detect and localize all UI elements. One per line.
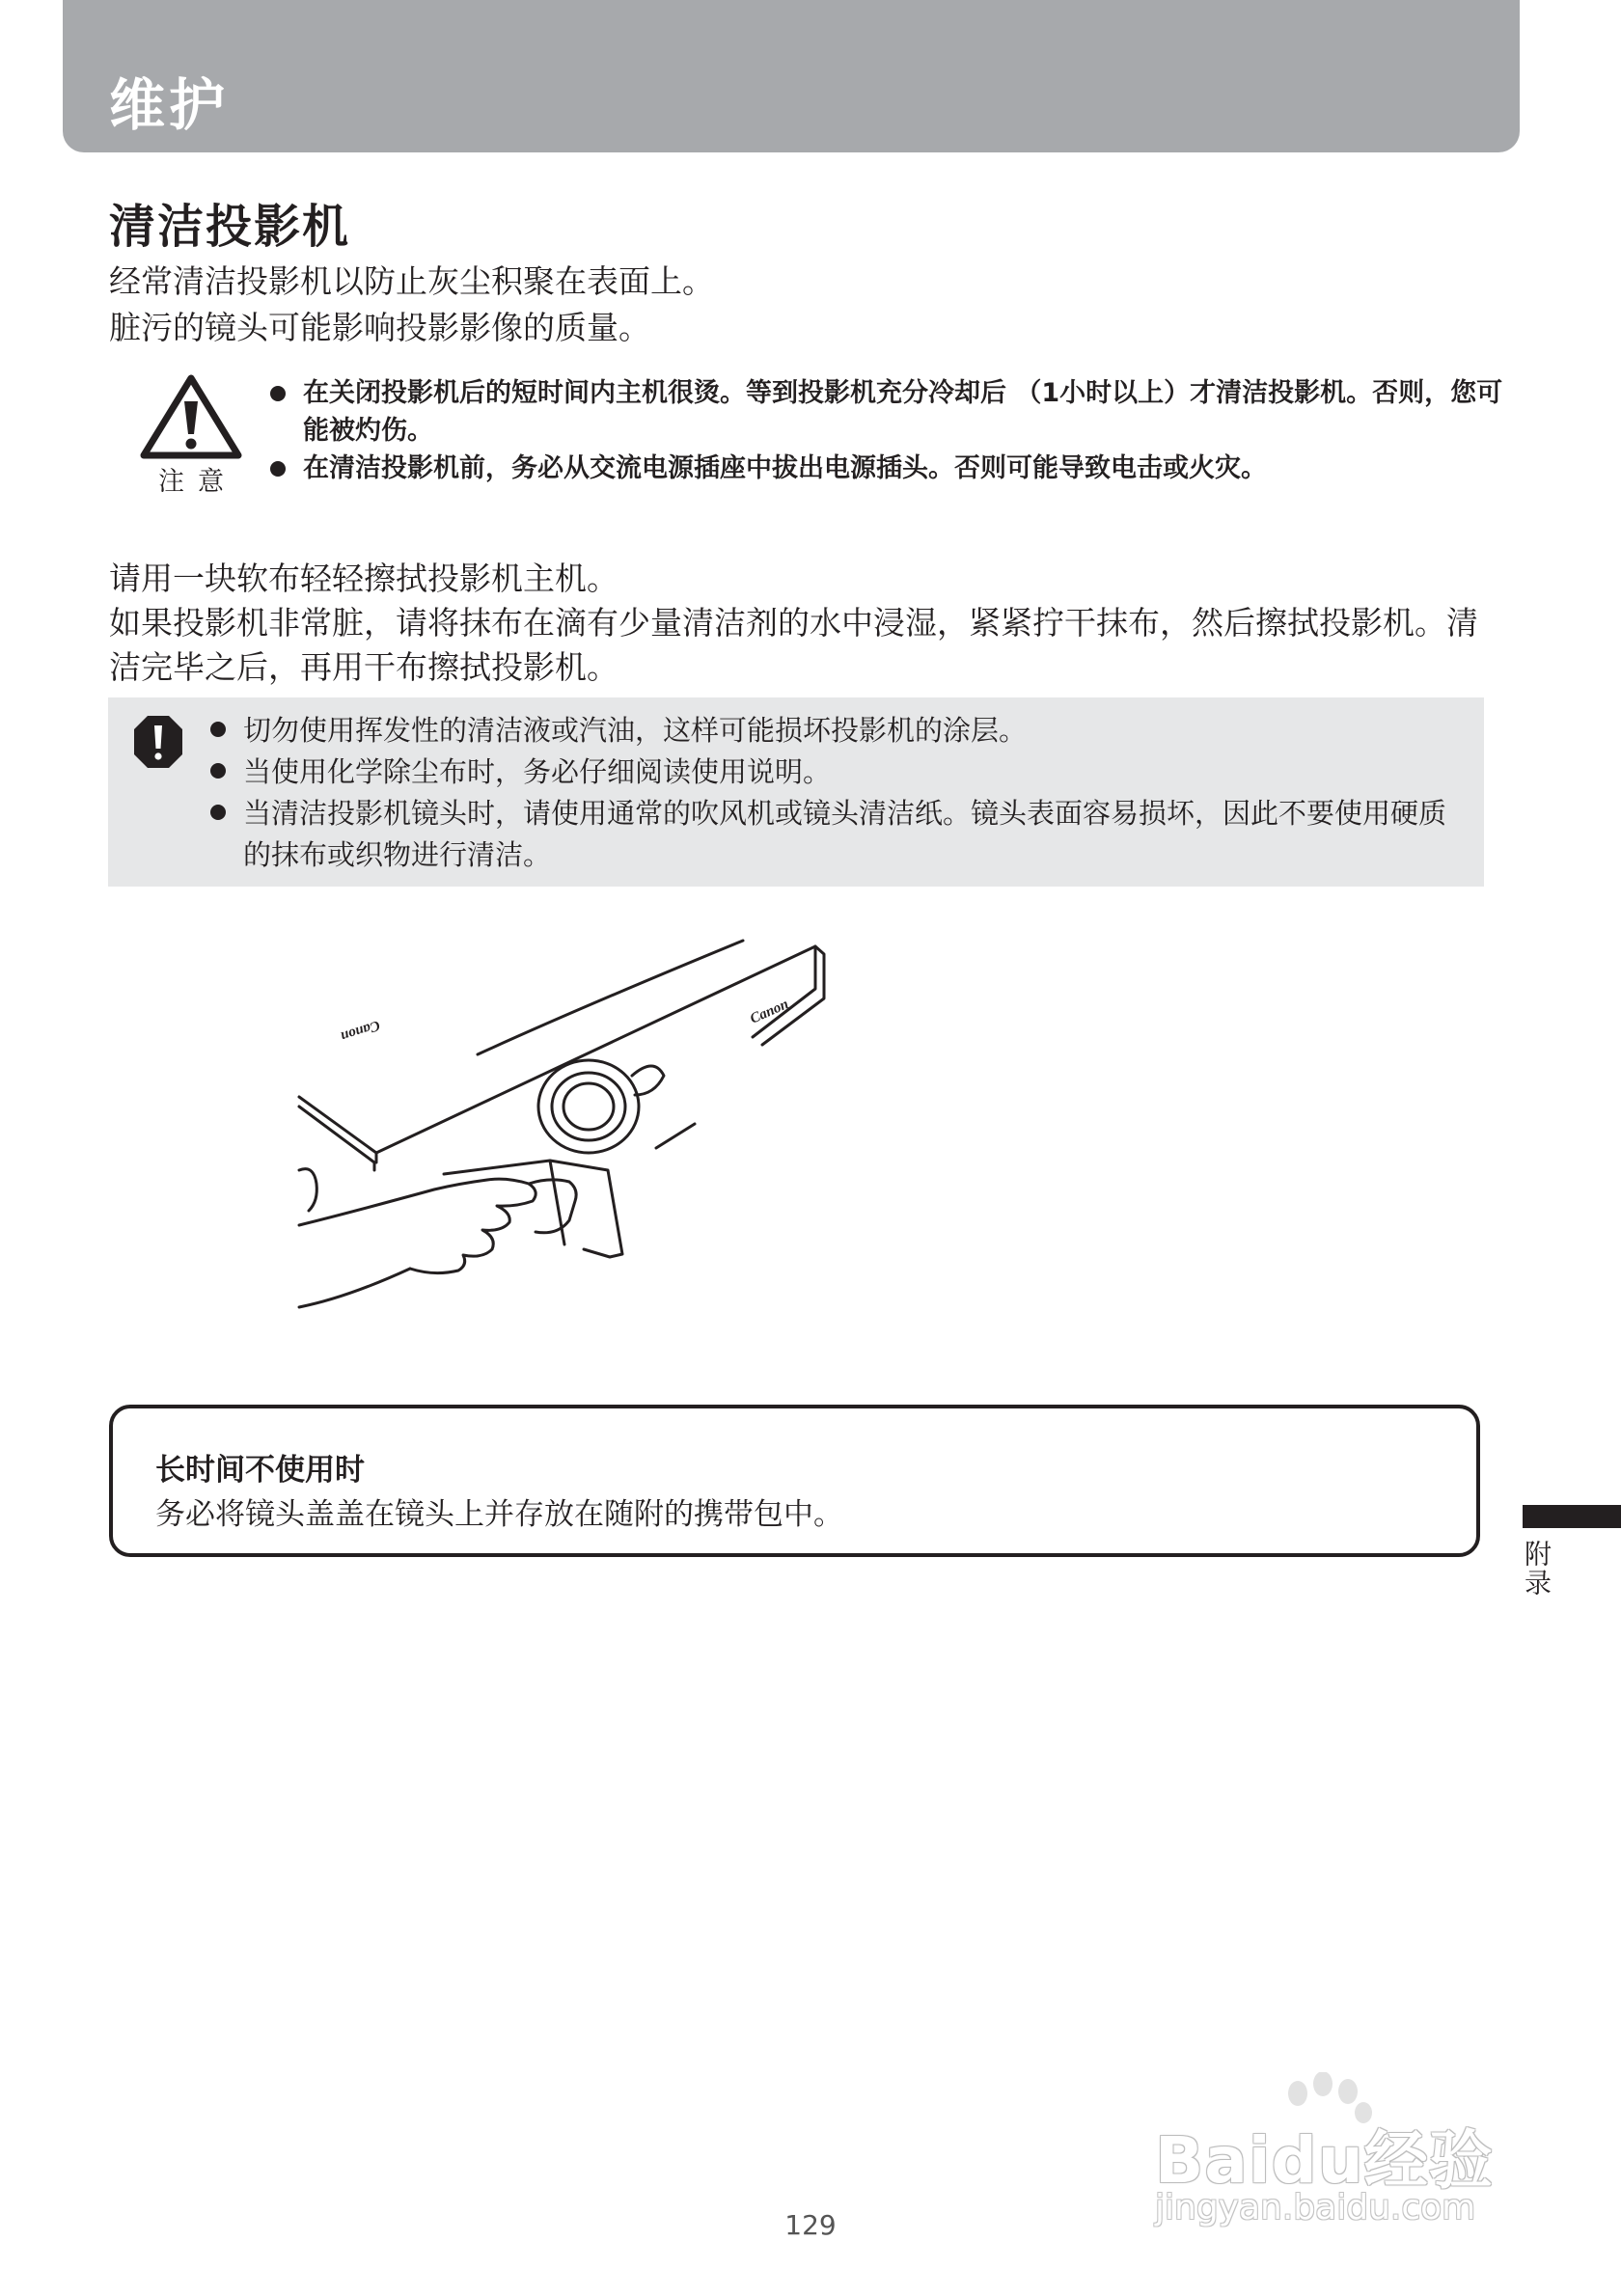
important-item: 切勿使用挥发性的清洁液或汽油，这样可能损坏投影机的涂层。 xyxy=(206,710,1461,752)
intro-text xyxy=(109,259,714,351)
important-notice-box xyxy=(108,697,1484,887)
caution-item: 在关闭投影机后的短时间内主机很烫。等到投影机充分冷却后 （1小时以上）才清洁投影机。否则，您可能被灼伤。 xyxy=(266,374,1511,450)
important-item: 当清洁投影机镜头时，请使用通常的吹风机或镜头清洁纸。镜头表面容易损坏，因此不要使用硬质的抹布或织物进行清洁。 xyxy=(206,793,1461,876)
intro-line: 脏污的镜头可能影响投影影像的质量。 xyxy=(109,309,650,346)
side-tab-label: 附录 xyxy=(1521,1540,1552,1598)
brand-top: Canon xyxy=(339,1017,382,1045)
watermark-url: jingyan.baidu.com xyxy=(1155,2188,1476,2228)
page-number: 129 xyxy=(784,2209,837,2241)
watermark-logo: Baidu经验 xyxy=(1155,2123,1494,2198)
note-title: 长时间不使用时 xyxy=(155,1453,365,1488)
caution-warning-icon xyxy=(138,372,244,497)
important-list xyxy=(206,710,1461,876)
projector-cleaning-illustration xyxy=(289,931,849,1326)
instruction-paragraph: 如果投影机非常脏，请将抹布在滴有少量清洁剂的水中浸湿，紧紧拧干抹布，然后擦拭投影机。清洁完毕之后，再用干布擦拭投影机。 xyxy=(109,604,1478,686)
caution-list xyxy=(266,374,1511,487)
baidu-watermark xyxy=(1143,2072,1529,2231)
important-icon xyxy=(132,714,184,770)
brand-front: Canon xyxy=(748,997,791,1027)
side-tab-marker xyxy=(1523,1505,1621,1528)
intro-line: 经常清洁投影机以防止灰尘积聚在表面上。 xyxy=(109,262,714,300)
important-item: 当使用化学除尘布时，务必仔细阅读使用说明。 xyxy=(206,752,1461,793)
instruction-line: 请用一块软布轻轻擦拭投影机主机。 xyxy=(109,560,618,597)
cleaning-instructions xyxy=(109,557,1479,690)
section-title: 清洁投影机 xyxy=(109,200,351,254)
caution-item: 在清洁投影机前，务必从交流电源插座中拔出电源插头。否则可能导致电击或火灾。 xyxy=(266,450,1511,487)
storage-note-box xyxy=(109,1405,1480,1557)
caution-label: 注意 xyxy=(158,467,237,497)
chapter-header-band xyxy=(63,0,1520,152)
note-text: 务必将镜头盖盖在镜头上并存放在随附的携带包中。 xyxy=(155,1497,843,1532)
chapter-title: 维护 xyxy=(109,72,230,138)
